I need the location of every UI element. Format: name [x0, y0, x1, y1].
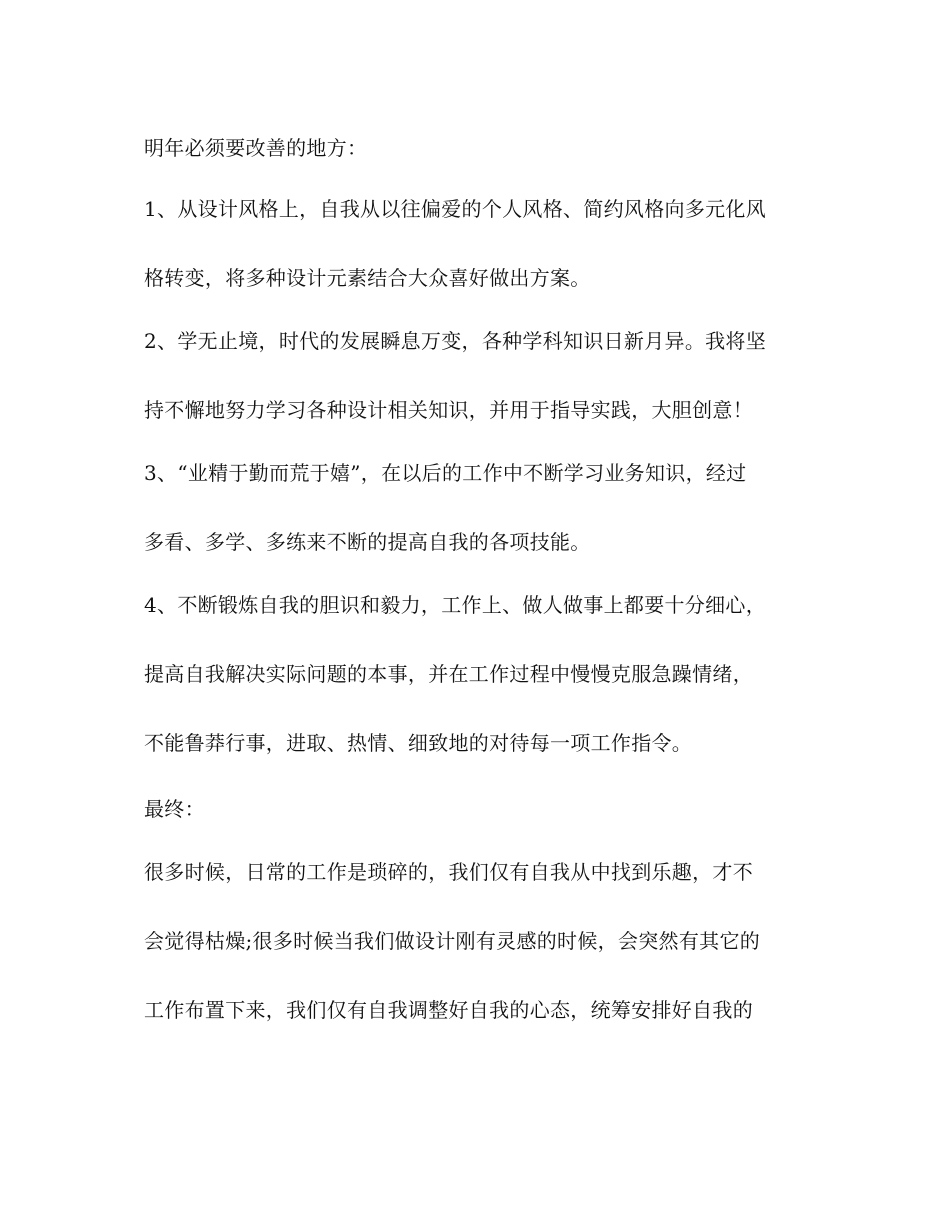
paragraph-line: 2、学无止境，时代的发展瞬息万变，各种学科知识日新月异。我将坚 [144, 329, 767, 353]
paragraph-line: 会觉得枯燥;很多时候当我们做设计刚有灵感的时候，会突然有其它的 [144, 929, 761, 953]
paragraph-line: 很多时候，日常的工作是琐碎的，我们仅有自我从中找到乐趣，才不 [144, 860, 753, 884]
paragraph-line: 格转变，将多种设计元素结合大众喜好做出方案。 [144, 266, 591, 290]
paragraph-line: 工作布置下来，我们仅有自我调整好自我的心态，统筹安排好自我的 [144, 998, 753, 1022]
paragraph-line: 4、不断锻炼自我的胆识和毅力，工作上、做人做事上都要十分细心， [144, 593, 767, 617]
section-heading-improvements: 明年必须要改善的地方： [144, 136, 368, 160]
paragraph-line: 3、“业精于勤而荒于嬉”，在以后的工作中不断学习业务知识，经过 [144, 461, 747, 485]
section-heading-final: 最终： [144, 797, 205, 821]
paragraph-line: 不能鲁莽行事，进取、热情、细致地的对待每一项工作指令。 [144, 731, 693, 755]
paragraph-line: 持不懈地努力学习各种设计相关知识，并用于指导实践，大胆创意！ [144, 398, 753, 422]
paragraph-line: 提高自我解决实际问题的本事，并在工作过程中慢慢克服急躁情绪， [144, 662, 753, 686]
paragraph-line: 1、从设计风格上，自我从以往偏爱的个人风格、简约风格向多元化风 [144, 197, 767, 221]
paragraph-line: 多看、多学、多练来不断的提高自我的各项技能。 [144, 530, 591, 554]
